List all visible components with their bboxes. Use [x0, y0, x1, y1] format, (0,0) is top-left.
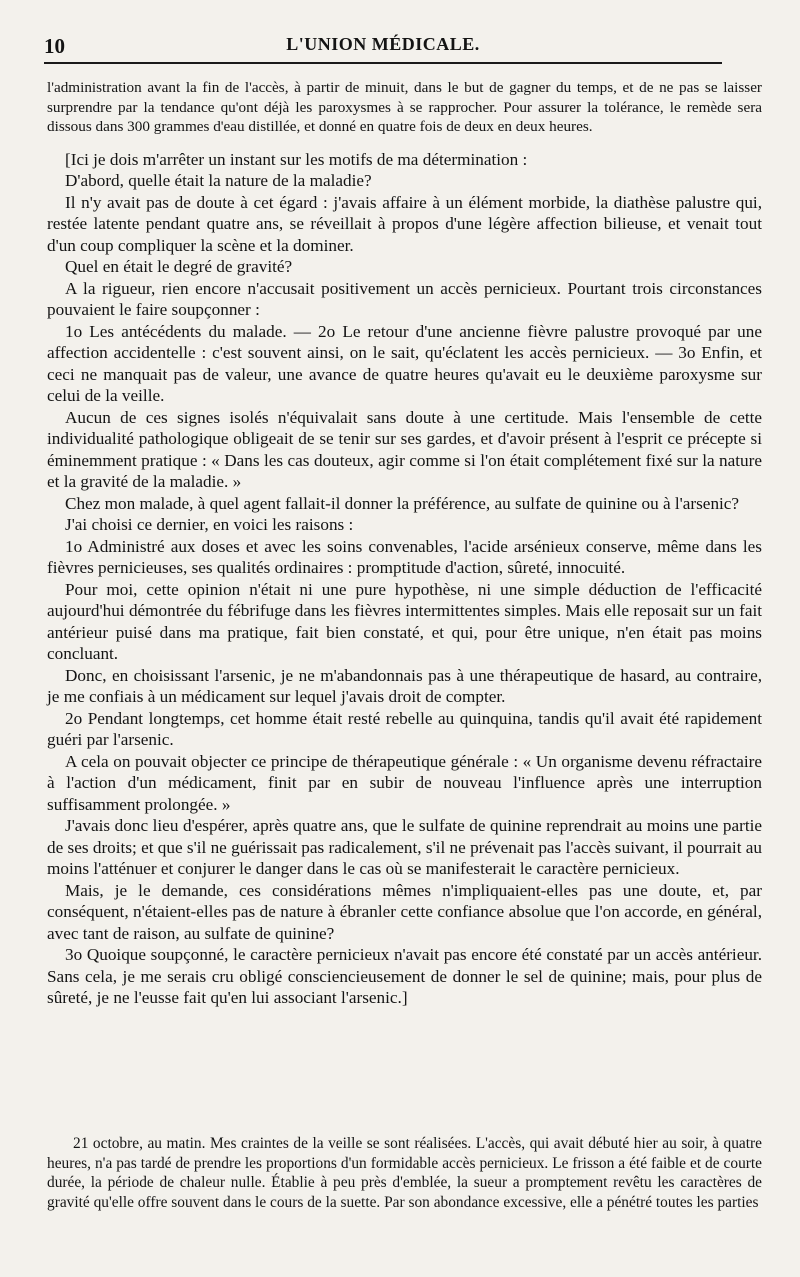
paragraph: Pour moi, cette opinion n'était ni une pure hypothèse, ni une simple déduction de l'efficacité aujourd'hui démontrée du fébrifuge dans les fièvres intermittentes simples. Mais elle reposait sur un fait antérieur puisé dans ma pratique, fait bien constaté, et qui, pour être unique, n'en était pas moins concluant.: [47, 579, 762, 664]
closing-block: [47, 1134, 762, 1212]
page-number: 10: [44, 34, 65, 58]
paragraph: 1o Administré aux doses et avec les soins convenables, l'acide arsénieux conserve, même dans les fièvres pernicieuses, ses qualités ordinaires : promptitude d'action, sûreté, innocuité.: [47, 536, 762, 578]
paragraph: Aucun de ces signes isolés n'équivalait sans doute à une certitude. Mais l'ensemble de cette individualité pathologique obligeait de se tenir sur ses gardes, et d'avoir présent à l'esprit ce précepte si éminemment pratique : « Dans les cas douteux, agir comme si l'on était complétement fixé sur la nature et la gravité de la maladie. »: [47, 407, 762, 492]
closing-paragraph: 21 octobre, au matin. Mes craintes de la veille se sont réalisées. L'accès, qui avait débuté hier au soir, à quatre heures, n'a pas tardé de prendre les proportions d'un formidable accès pernicieux. Le frisson a été faible et de courte durée, la période de chaleur nulle. Établie à peu près d'emblée, la sueur a promptement revêtu les caractères de gravité qu'elle offre souvent dans le cours de la suette. Par son abondance excessive, elle a pénétré toutes les parties: [47, 1135, 762, 1211]
intro-paragraph: l'administration avant la fin de l'accès, à partir de minuit, dans le but de gagner du temps, et de ne pas se laisser surprendre par la tendance qu'ont déjà les paroxysmes à se rapprocher. Pour assurer la tolérance, le remède sera dissous dans 300 grammes d'eau distillée, et donné en quatre fois de deux en deux heures.: [47, 79, 762, 136]
paragraph: 2o Pendant longtemps, cet homme était resté rebelle au quinquina, tandis qu'il avait été rapidement guéri par l'arsenic.: [47, 708, 762, 750]
paragraph: J'avais donc lieu d'espérer, après quatre ans, que le sulfate de quinine reprendrait au moins une partie de ses droits; et que s'il ne guérissait pas radicalement, s'il ne prévenait pas l'accès suivant, il pourrait au moins l'atténuer et conjurer le danger dans le cas où se manifesterait le caractère pernicieux.: [47, 816, 762, 879]
running-title: L'UNION MÉDICALE.: [286, 34, 480, 54]
paragraph: 3o Quoique soupçonné, le caractère pernicieux n'avait pas encore été constaté par un accès antérieur. Sans cela, je me serais cru obligé consciencieusement de donner le sel de quinine; mais, pour plus de sûreté, je ne l'eusse fait qu'en lui associant l'arsenic.]: [47, 945, 762, 1008]
paragraph: Chez mon malade, à quel agent fallait-il donner la préférence, au sulfate de quinine ou à l'arsenic?: [65, 493, 740, 513]
paragraph: Il n'y avait pas de doute à cet égard : j'avais affaire à un élément morbide, la diathèse palustre qui, restée latente pendant quatre ans, se réveillait à propos d'une légère affection bilieuse, et venait tout d'un coup compliquer la scène et la dominer.: [47, 192, 762, 255]
body-text: [47, 78, 762, 1009]
paragraph: Quel en était le degré de gravité?: [65, 257, 293, 277]
page-header: [44, 34, 722, 64]
paragraph: Donc, en choisissant l'arsenic, je ne m'abandonnais pas à une thérapeutique de hasard, au contraire, je me confiais à un médicament sur lequel j'avais droit de compter.: [47, 665, 762, 707]
paragraph: A la rigueur, rien encore n'accusait positivement un accès pernicieux. Pourtant trois circonstances pouvaient le faire soupçonner :: [47, 278, 762, 320]
paragraph: D'abord, quelle était la nature de la maladie?: [65, 171, 372, 191]
paragraph: A cela on pouvait objecter ce principe de thérapeutique générale : « Un organisme devenu réfractaire à l'action d'un médicament, finit par en subir de nouveau l'influence après une interruption suffisamment prolongée. »: [47, 751, 762, 814]
paragraph: [Ici je dois m'arrêter un instant sur les motifs de ma détermination :: [65, 149, 528, 169]
paragraph: 1o Les antécédents du malade. — 2o Le retour d'une ancienne fièvre palustre provoqué par une affection accidentelle : c'est souvent ainsi, on le sait, qu'éclatent les accès pernicieux. — 3o Enfin, et ceci ne manquait pas de valeur, une avance de quatre heures qu'avait eu le deuxième paroxysme sur celui de la veille.: [47, 321, 762, 406]
paragraph: Mais, je le demande, ces considérations mêmes n'impliquaient-elles pas une doute, et, par conséquent, n'étaient-elles pas de nature à ébranler cette confiance absolue que l'on accorde, en général, avec tant de raison, au sulfate de quinine?: [47, 880, 762, 943]
paragraph: J'ai choisi ce dernier, en voici les raisons :: [65, 515, 354, 535]
